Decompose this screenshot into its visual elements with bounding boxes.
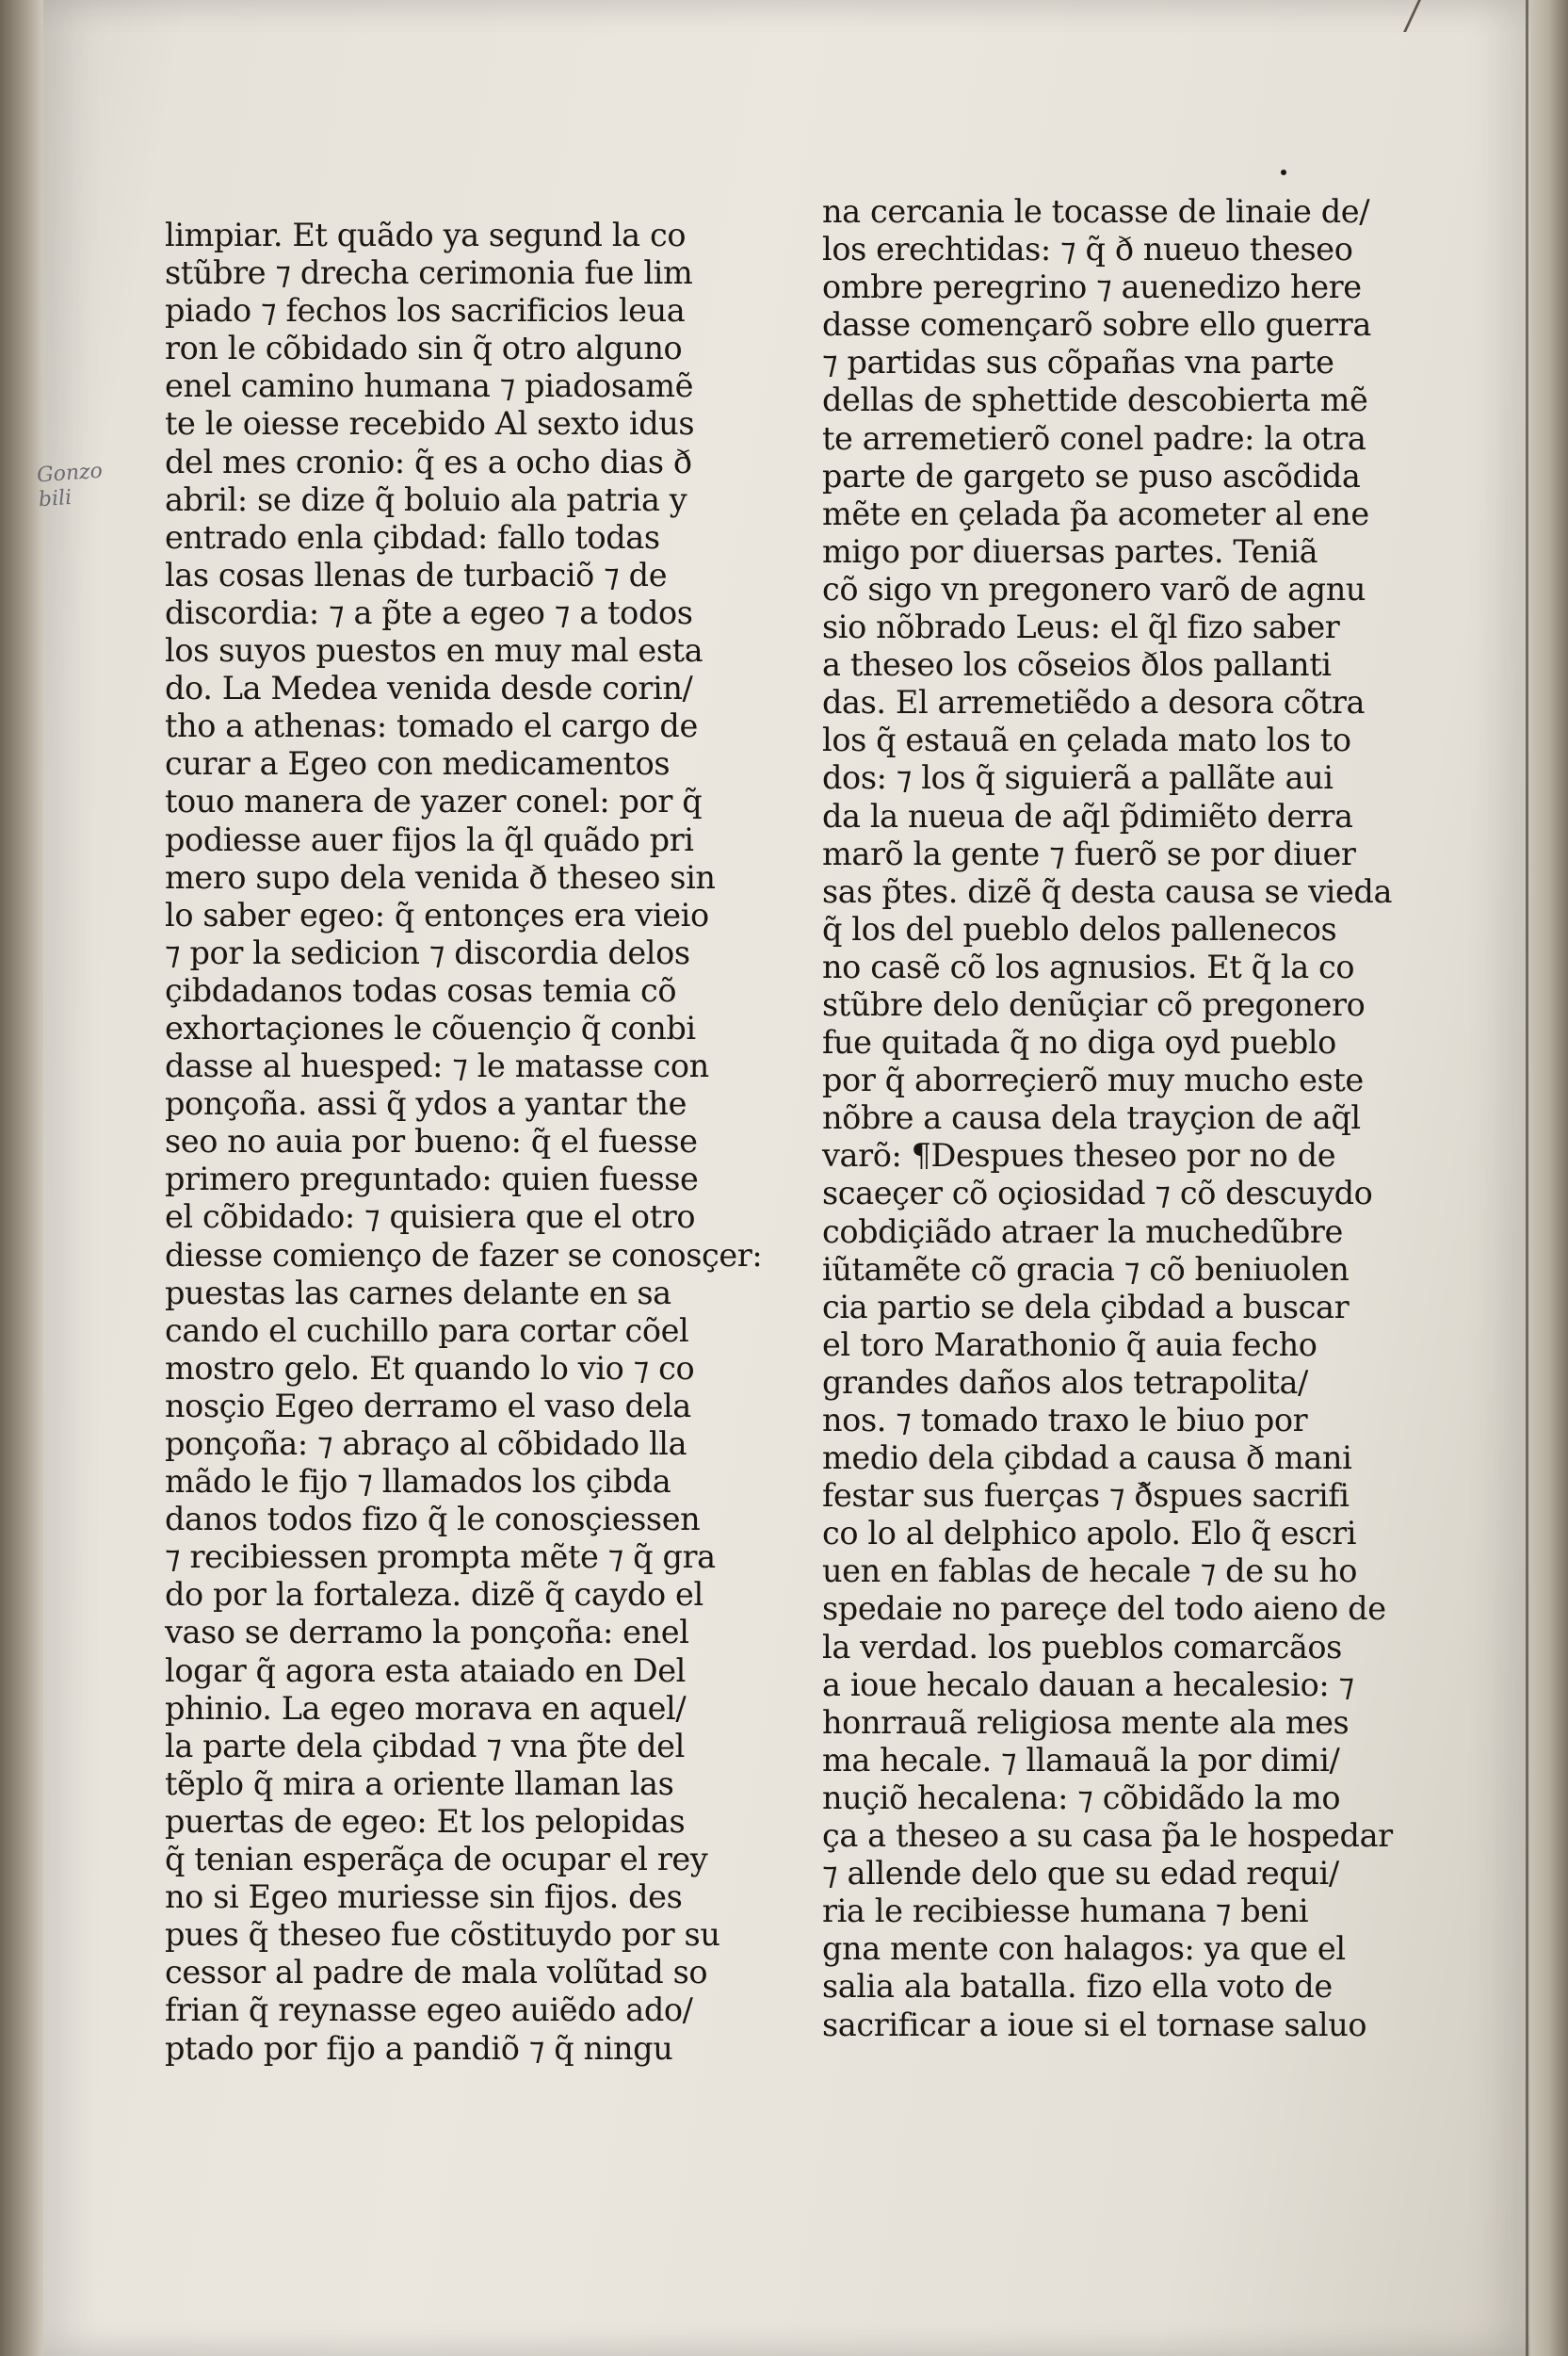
text-line: abril: se dize q̃ boluio ala patria y <box>165 480 687 518</box>
text-line: no si Egeo muriesse sin fijos. des <box>165 1878 683 1916</box>
text-line: q̃ tenian esperãça de ocupar el rey <box>165 1841 708 1878</box>
text-line: el cõbidado: ⁊ quisiera que el otro <box>165 1198 696 1236</box>
text-line: la verdad. los pueblos comarcãos <box>822 1628 1342 1665</box>
text-line: migo por diuersas partes. Teniã <box>822 532 1318 570</box>
text-line: dellas de sphettide descobierta mẽ <box>822 382 1368 419</box>
text-line: spedaie no pareçe del todo aieno de <box>822 1590 1386 1628</box>
text-line: ponçoña. assi q̃ ydos a yantar the <box>165 1085 687 1123</box>
text-line: ptado por fijo a pandiõ ⁊ q̃ ningu <box>165 2029 673 2067</box>
handwritten-margin-note <box>36 460 105 513</box>
left-page-edge <box>0 0 43 2356</box>
text-line: uen en fablas de hecale ⁊ de su ho <box>822 1552 1358 1590</box>
text-line: logar q̃ agora esta ataiado en Del <box>165 1651 686 1689</box>
right-text-column <box>822 193 1393 2044</box>
text-line: dasse al huesped: ⁊ le matasse con <box>165 1048 709 1085</box>
text-line: la parte dela çibdad ⁊ vna p̃te del <box>165 1727 685 1764</box>
text-line: fue quitada q̃ no diga oyd pueblo <box>822 1024 1336 1062</box>
text-line: das. El arremetiẽdo a desora cõtra <box>822 684 1366 722</box>
text-line: na cercania le tocasse de linaie de/ <box>822 193 1370 230</box>
text-line: do. La Medea venida desde corin/ <box>165 670 693 707</box>
text-line: sio nõbrado Leus: el q̃l fizo saber <box>822 609 1340 646</box>
text-line: ⁊ partidas sus cõpañas vna parte <box>822 344 1334 382</box>
text-line: stũbre ⁊ drecha cerimonia fue lim <box>165 254 693 292</box>
text-line: do por la fortaleza. dizẽ q̃ caydo el <box>165 1576 703 1614</box>
text-line: ombre peregrino ⁊ auenedizo here <box>822 268 1362 306</box>
text-line: seo no auia por bueno: q̃ el fuesse <box>165 1123 698 1161</box>
text-line: mẽte en çelada p̃a acometer al ene <box>822 495 1369 532</box>
text-line: entrado enla çibdad: fallo todas <box>165 518 660 556</box>
text-line: varõ: ¶Despues theseo por no de <box>822 1137 1336 1175</box>
text-line: parte de gargeto se puso ascõdida <box>822 457 1361 495</box>
text-line: diesse comienço de fazer se conosçer: <box>165 1236 763 1274</box>
text-line: cando el cuchillo para cortar cõel <box>165 1311 689 1349</box>
text-line: ma hecale. ⁊ llamauã la por dimi/ <box>822 1741 1340 1779</box>
text-line: çibdadanos todas cosas temia cõ <box>165 971 677 1009</box>
text-line: del mes cronio: q̃ es a ocho dias ð <box>165 443 692 480</box>
text-line: sacrificar a ioue si el tornase saluo <box>822 2006 1367 2043</box>
text-line: q̃ los del pueblo delos pallenecos <box>822 910 1337 948</box>
text-line: phinio. La egeo morava en aquel/ <box>165 1689 687 1727</box>
text-line: medio dela çibdad a causa ð mani <box>822 1439 1352 1477</box>
left-text-column <box>165 217 763 2068</box>
text-line: cia partio se dela çibdad a buscar <box>822 1288 1350 1325</box>
page-gutter-line <box>1526 0 1528 2356</box>
text-line: iũtamẽte cõ gracia ⁊ cõ beniuolen <box>822 1250 1350 1288</box>
text-line: vaso se derramo la ponçoña: enel <box>165 1614 689 1651</box>
text-line: ⁊ allende delo que su edad requi/ <box>822 1855 1339 1893</box>
text-line: a ioue hecalo dauan a hecalesio: ⁊ <box>822 1665 1354 1703</box>
text-line: sas p̃tes. dizẽ q̃ desta causa se vieda <box>822 872 1393 910</box>
text-line: limpiar. Et quãdo ya segund la co <box>165 217 687 253</box>
text-line: mostro gelo. Et quando lo vio ⁊ co <box>165 1349 695 1387</box>
text-line: festar sus fuerças ⁊ ð̃spues sacrifi <box>822 1477 1350 1515</box>
text-line: da la nueua de aq̃l p̃dimiẽto derra <box>822 797 1353 835</box>
text-line: ⁊ recibiessen prompta mẽte ⁊ q̃ gra <box>165 1538 716 1576</box>
text-line: marõ la gente ⁊ fuerõ se por diuer <box>822 835 1356 872</box>
text-line: tho a athenas: tomado el cargo de <box>165 707 698 745</box>
text-line: el toro Marathonio q̃ auia fecho <box>822 1325 1317 1363</box>
text-line: tẽplo q̃ mira a oriente llaman las <box>165 1764 674 1802</box>
text-line: danos todos fizo q̃ le conosçiessen <box>165 1501 701 1538</box>
text-line: gna mente con halagos: ya que el <box>822 1930 1346 1968</box>
text-line: curar a Egeo con medicamentos <box>165 745 671 783</box>
text-line: no casẽ cõ los agnusios. Et q̃ la co <box>822 948 1355 985</box>
text-line: exhortaçiones le cõuençio q̃ conbi <box>165 1009 696 1047</box>
right-page-edge <box>1530 0 1568 2356</box>
text-line: cõ sigo vn pregonero varõ de agnu <box>822 570 1366 608</box>
text-line: piado ⁊ fechos los sacrificios leua <box>165 292 686 330</box>
text-line: ponçoña: ⁊ abraço al cõbidado lla <box>165 1425 687 1462</box>
text-line: touo manera de yazer conel: por q̃ <box>165 783 703 821</box>
text-line: nosçio Egeo derramo el vaso dela <box>165 1387 691 1424</box>
text-line: ron le cõbidado sin q̃ otro alguno <box>165 330 683 367</box>
margin-note-line: bili <box>38 485 73 512</box>
text-line: los erechtidas: ⁊ q̃ ð nueuo theseo <box>822 231 1353 268</box>
text-line: los q̃ estauã en çelada mato los to <box>822 722 1351 759</box>
text-line: lo saber egeo: q̃ entonçes era vieio <box>165 896 709 934</box>
text-line: discordia: ⁊ a p̃te a egeo ⁊ a todos <box>165 593 693 631</box>
text-line: co lo al delphico apolo. Elo q̃ escri <box>822 1515 1357 1552</box>
text-line: frian q̃ reynasse egeo auiẽdo ado/ <box>165 1991 693 2029</box>
text-line: puestas las carnes delante en sa <box>165 1274 671 1311</box>
text-line: grandes daños alos tetrapolita/ <box>822 1363 1308 1401</box>
text-line: dasse començarõ sobre ello guerra <box>822 306 1371 344</box>
text-line: a theseo los cõseios ðlos pallanti <box>822 646 1332 684</box>
text-line: primero preguntado: quien fuesse <box>165 1161 699 1198</box>
text-line: ria le recibiesse humana ⁊ beni <box>822 1893 1309 1930</box>
text-line: nuçiõ hecalena: ⁊ cõbidãdo la mo <box>822 1779 1341 1816</box>
text-line: ⁊ por la sedicion ⁊ discordia delos <box>165 934 690 971</box>
text-line: los suyos puestos en muy mal esta <box>165 632 703 670</box>
text-line: scaeçer cõ oçiosidad ⁊ cõ descuydo <box>822 1175 1373 1212</box>
text-line: mero supo dela venida ð theseo sin <box>165 858 716 896</box>
text-line: ça a theseo a su casa p̃a le hospedar <box>822 1817 1393 1855</box>
text-line: las cosas llenas de turbaciõ ⁊ de <box>165 556 668 593</box>
ink-dot-mark <box>1281 170 1286 175</box>
text-line: honrrauã religiosa mente ala mes <box>822 1703 1350 1741</box>
text-line: enel camino humana ⁊ piadosamẽ <box>165 367 694 405</box>
margin-note-line: Gonzo <box>36 459 104 488</box>
text-line: podiesse auer fijos la q̃l quãdo pri <box>165 821 694 858</box>
text-line: stũbre delo denũçiar cõ pregonero <box>822 985 1366 1023</box>
text-line: te arremetierõ conel padre: la otra <box>822 419 1366 457</box>
text-line: cessor al padre de mala volũtad so <box>165 1954 708 1991</box>
text-line: nõbre a causa dela trayçion de aq̃l <box>822 1099 1361 1137</box>
text-line: por q̃ aborreçierõ muy mucho este <box>822 1062 1364 1099</box>
text-line: salia ala batalla. fizo ella voto de <box>822 1968 1333 2006</box>
text-line: mãdo le fijo ⁊ llamados los çibda <box>165 1463 671 1501</box>
text-line: pues q̃ theseo fue cõstituydo por su <box>165 1916 720 1954</box>
text-line: dos: ⁊ los q̃ siguierã a pallãte aui <box>822 759 1334 797</box>
text-line: te le oiesse recebido Al sexto idus <box>165 405 695 443</box>
text-line: cobdiçiãdo atraer la muchedũbre <box>822 1212 1343 1250</box>
text-line: nos. ⁊ tomado traxo le biuo por <box>822 1402 1308 1438</box>
text-line: puertas de egeo: Et los pelopidas <box>165 1802 686 1840</box>
